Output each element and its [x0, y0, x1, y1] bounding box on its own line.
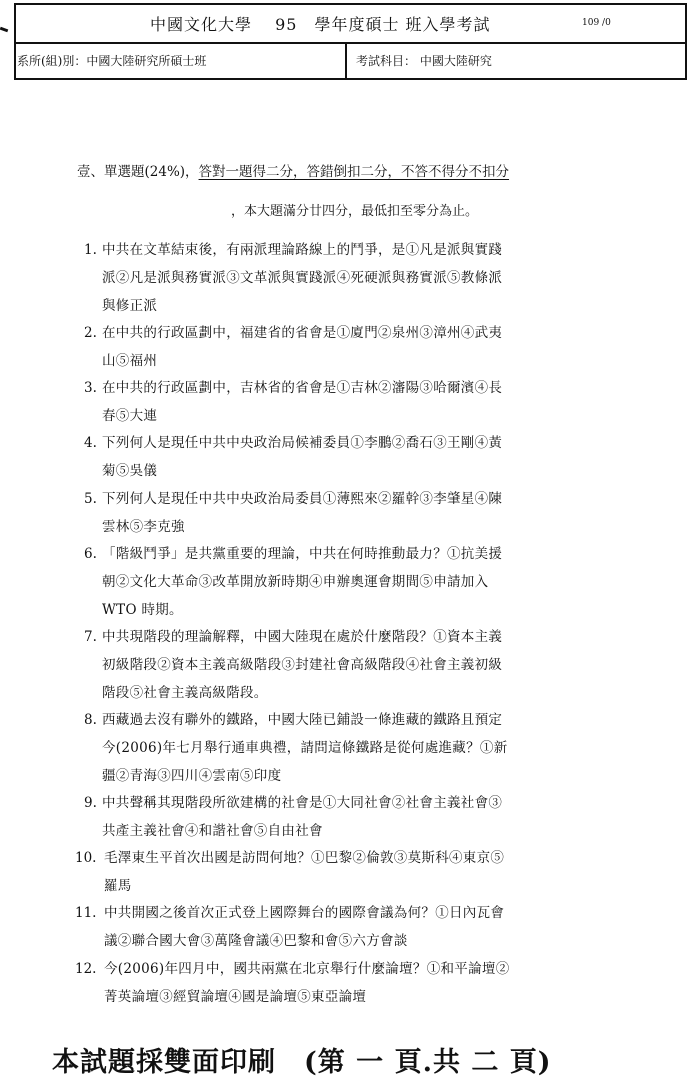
question-number: 1. — [84, 242, 97, 258]
question-text-line: 今(2006)年七月舉行通車典禮，請問這條鐵路是從何處進藏？①新 — [102, 740, 508, 756]
question-number: 8. — [84, 712, 97, 728]
question-item — [0, 374, 700, 430]
question-text-line: 階段⑤社會主義高級階段。 — [102, 685, 268, 701]
question-text-line: 中共現階段的理論解釋，中國大陸現在處於什麼階段？①資本主義 — [102, 629, 503, 645]
question-text-line: 朝②文化大革命③改革開放新時期④申辦奧運會期間⑤申請加入 — [102, 574, 489, 590]
question-number: 2. — [84, 325, 97, 341]
question-item — [0, 429, 700, 485]
question-item — [0, 319, 700, 375]
question-text-line: 下列何人是現任中共中央政治局候補委員①李鵬②喬石③王剛④黃 — [102, 435, 503, 451]
corner-mark — [0, 27, 8, 33]
question-text-line: 初級階段②資本主義高級階段③封建社會高級階段④社會主義初級 — [102, 657, 503, 673]
question-text-line: 羅馬 — [104, 878, 132, 894]
question-text-line: 今(2006)年四月中，國共兩黨在北京舉行什麼論壇？①和平論壇② — [104, 961, 510, 977]
question-number: 12. — [75, 961, 97, 977]
page-footer: 本試題採雙面印刷 (第 一 頁.共 二 頁) — [52, 1047, 552, 1078]
question-item — [0, 485, 700, 541]
question-number: 3. — [84, 380, 97, 396]
question-text-line: 在中共的行政區劃中，福建省的省會是①廈門②泉州③漳州④武夷 — [102, 325, 503, 341]
page-code: 109 /0 — [582, 18, 611, 28]
exam-title: 中國文化大學 95 學年度碩士 班入學考試 — [150, 15, 491, 34]
question-item — [0, 899, 700, 955]
question-text-line: 毛澤東生平首次出國是訪問何地？①巴黎②倫敦③莫斯科④東京⑤ — [104, 850, 505, 866]
question-text-line: 雲林⑤李克強 — [102, 519, 185, 535]
question-text-line: 中共在文革結束後，有兩派理論路線上的鬥爭，是①凡是派與實踐 — [102, 242, 503, 258]
question-text-line: 下列何人是現任中共中央政治局委員①薄熙來②羅幹③李肇星④陳 — [102, 491, 503, 507]
question-item — [0, 789, 700, 845]
question-number: 9. — [84, 795, 97, 811]
section-scoring-rule: 答對一題得二分，答錯倒扣二分，不答不得分不扣分 — [198, 164, 510, 180]
question-text-line: 中共開國之後首次正式登上國際舞台的國際會議為何？①日內瓦會 — [104, 905, 505, 921]
question-text-line: 疆②青海③四川④雲南⑤印度 — [102, 768, 282, 784]
question-number: 4. — [84, 435, 97, 451]
question-item — [0, 236, 700, 320]
section-subtitle: ，本大題滿分廿四分，最低扣至零分為止。 — [231, 204, 479, 219]
question-number: 11. — [75, 905, 97, 921]
question-item — [0, 844, 700, 900]
question-number: 5. — [84, 491, 97, 507]
question-item — [0, 706, 700, 790]
question-text-line: 菁英論壇③經貿論壇④國是論壇⑤東亞論壇 — [104, 989, 367, 1005]
question-number: 7. — [84, 629, 97, 645]
question-text-line: 山⑤福州 — [102, 353, 158, 369]
question-text-line: 議②聯合國大會③萬隆會議④巴黎和會⑤六方會談 — [104, 933, 408, 949]
question-item — [0, 540, 700, 624]
question-text-line: WTO 時期。 — [102, 602, 183, 618]
question-text-line: 共產主義社會④和諧社會⑤自由社會 — [102, 823, 323, 839]
question-text-line: 菊⑤吳儀 — [102, 463, 158, 479]
department-field: 系所(組)別：中國大陸研究所碩士班 — [17, 54, 207, 68]
question-number: 6. — [84, 546, 97, 562]
question-number: 10. — [75, 850, 97, 866]
question-item — [0, 623, 700, 707]
question-text-line: 在中共的行政區劃中，吉林省的省會是①吉林②瀋陽③哈爾濱④長 — [102, 380, 503, 396]
section-title — [77, 160, 509, 180]
question-text-line: 春⑤大連 — [102, 408, 158, 424]
section-title-prefix: 壹、單選題(24%)， — [77, 164, 199, 180]
subject-field: 考試科目： 中國大陸研究 — [356, 54, 492, 68]
question-text-line: 「階級鬥爭」是共黨重要的理論，中共在何時推動最力？①抗美援 — [102, 546, 503, 562]
question-text-line: 中共聲稱其現階段所欲建構的社會是①大同社會②社會主義社會③ — [102, 795, 503, 811]
question-text-line: 派②凡是派與務實派③文革派與實踐派④死硬派與務實派⑤教條派 — [102, 270, 503, 286]
question-text-line: 西藏過去沒有聯外的鐵路，中國大陸已鋪設一條進藏的鐵路且預定 — [102, 712, 503, 728]
question-text-line: 與修正派 — [102, 298, 158, 314]
question-item — [0, 955, 700, 1011]
